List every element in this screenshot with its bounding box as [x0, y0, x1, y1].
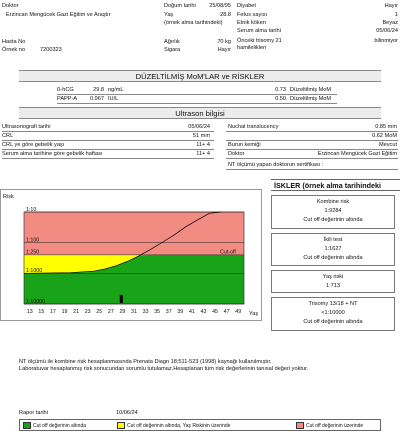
legend-bar — [19, 419, 381, 431]
nasal-bone-label: Burun kemiği — [228, 142, 261, 148]
report-date-label: Rapor tarihi — [19, 410, 48, 416]
birth-date-label: Doğum tarihi — [164, 3, 196, 9]
age-risk-label: Yaş riski — [322, 274, 344, 280]
risk-chart — [0, 189, 262, 321]
weight-label: Ağırlık — [164, 39, 180, 45]
pappa-unit: IU/L — [108, 96, 119, 102]
us-date-value: 05/06/24 — [188, 124, 210, 130]
birth-date-value: 25/08/95 — [209, 3, 231, 9]
bhcg-value: 29.8 — [93, 87, 104, 93]
us-doctor-label: Doktor — [228, 151, 245, 157]
trisomy-13-18-status: Cut off değerinin altında — [303, 319, 363, 325]
chart-ylabel: Risk — [3, 194, 14, 200]
nt-label: Nuchal translucency — [228, 124, 279, 130]
bhcg-name: ß-hCG — [57, 87, 74, 93]
age-risk-box — [271, 270, 395, 293]
chart-x-tick-3: 19 — [61, 309, 68, 315]
nt-mom-value: 0.62 MoM — [372, 133, 397, 139]
chart-x-tick-18: 49 — [235, 309, 242, 315]
serum-date-label: Serum alma tarihi — [237, 28, 281, 34]
fetus-count-value: 1 — [394, 12, 398, 18]
diabetes-label: Diyabet — [237, 3, 256, 9]
cutoff-label: Cut-off — [220, 249, 236, 256]
trisomy-13-18-box — [271, 297, 395, 331]
nt-certificate-label: NT ölçümü yapan doktorun sertifikası : — [228, 162, 324, 168]
legend-green-label: Cut off değerinin altında — [33, 422, 87, 429]
chart-x-tick-7: 27 — [107, 309, 114, 315]
bhcg-unit: ng/mL — [108, 87, 124, 93]
chart-band-red — [24, 212, 244, 255]
prev-trisomy-label: Önceki trisomy 21 — [237, 38, 282, 44]
combined-risk-label: Kombine risk — [316, 199, 350, 205]
hospital-name: Erzincan Mengücek Gazi Eğitim ve Araştır — [6, 12, 111, 18]
chart-x-tick-9: 31 — [131, 309, 137, 315]
doctor-label: Doktor — [2, 3, 19, 9]
dual-test-value: 1:1627 — [324, 246, 342, 252]
ethnicity-label: Etnik köken — [237, 20, 266, 26]
sample-no-label: Örnek no — [2, 47, 26, 53]
us-doctor-value: Erzincan Mengücek Gazi Eğitim — [317, 151, 397, 157]
weight-value: 70 kg — [217, 39, 231, 45]
age-label: Yaş — [164, 12, 174, 18]
chart-x-tick-6: 25 — [96, 309, 103, 315]
prev-trisomy-label-2: hamilelikleri — [237, 45, 267, 51]
trisomy-13-18-label: Trisomy 13/18 + NT — [308, 301, 358, 307]
chart-x-tick-13: 39 — [177, 309, 184, 315]
risks-title: İSKLER (örnek alma tarihindeki — [271, 179, 400, 191]
chart-x-tick-16: 45 — [212, 309, 219, 315]
fetus-count-label: Fetus sayısı — [237, 12, 268, 18]
chart-y-tick-3: 1:1000 — [26, 268, 43, 275]
dual-test-box — [271, 233, 395, 266]
crl-label: CRL — [2, 133, 14, 139]
nt-value: 0.85 mm — [375, 124, 397, 130]
chart-x-tick-11: 35 — [154, 309, 161, 315]
mom-section-title: DÜZELTİLMİŞ MoM'LAR ve RİSKLER — [19, 70, 381, 82]
us-date-label: Ultrasonografi tarihi — [2, 124, 51, 130]
chart-x-tick-4: 21 — [73, 309, 80, 315]
chart-x-tick-2: 17 — [49, 309, 56, 315]
us-section-title: Ultrason bilgisi — [19, 107, 381, 119]
legend-red-label: Cut off değerinin üzerinde — [306, 422, 364, 429]
serum-ga-label: Serum alma tarihine göre gebelik haftası — [2, 151, 103, 157]
chart-y-tick-0: 1:10 — [26, 206, 37, 213]
crl-ga-value: 11+ 4 — [196, 142, 210, 148]
chart-x-tick-0: 13 — [26, 309, 33, 315]
legend-yellow-label: Cut off değerinin altında, Yaş Riskinin üzerinde — [127, 422, 231, 429]
pappa-mom: 0.50 — [275, 96, 286, 102]
note-line-2: Laboratuvar hesaplanmış risk sonucundan sorumlu tutulamaz.Hesaplanan tüm risk değerlerinin tanısal değeri yoktur. — [19, 366, 309, 372]
age-risk-value: 1:713 — [326, 283, 340, 289]
legend-red-swatch — [296, 422, 304, 429]
bhcg-mom: 0.73 — [275, 87, 286, 93]
serum-ga-value: 11+ 4 — [196, 151, 210, 157]
report-date-value: 10/06/24 — [116, 410, 138, 416]
dual-test-status: Cut off değerinin altında — [303, 255, 363, 261]
legend-yellow-swatch — [117, 422, 125, 429]
pappa-mom-label: Düzeltilmiş MoM — [290, 96, 332, 102]
combined-risk-value: 1:9284 — [324, 208, 342, 214]
diabetes-value: Hayır — [384, 3, 398, 9]
age-note: (örnek alma tarihindeki) — [164, 20, 223, 26]
smoking-value: Hayır — [217, 47, 231, 53]
trisomy-13-18-value: <1:10000 — [321, 310, 345, 316]
age-value: 28.8 — [220, 12, 231, 18]
chart-x-tick-8: 29 — [119, 309, 126, 315]
chart-x-tick-5: 23 — [84, 309, 91, 315]
bhcg-mom-label: Düzeltilmiş MoM — [290, 87, 332, 93]
chart-x-tick-12: 37 — [165, 309, 172, 315]
nasal-bone-value: Mevcut — [378, 142, 397, 148]
combined-risk-box — [271, 195, 395, 229]
chart-x-tick-14: 41 — [188, 309, 195, 315]
chart-y-tick-4: 1:10000 — [26, 298, 46, 305]
chart-y-tick-1: 1:100 — [26, 237, 40, 244]
sample-no-value: 7200323 — [40, 47, 62, 53]
pappa-value: 0.967 — [90, 96, 104, 102]
crl-value: 51 mm — [192, 133, 210, 139]
chart-x-tick-15: 43 — [200, 309, 207, 315]
crl-ga-label: CRL ye göre gebelik yaşı — [2, 142, 65, 148]
patient-marker — [120, 295, 123, 303]
dual-test-label: İkili test — [323, 237, 343, 243]
serum-date-value: 05/06/24 — [376, 28, 398, 34]
chart-x-tick-1: 15 — [38, 309, 45, 315]
patient-no-label: Hasta No — [2, 39, 26, 45]
pappa-name: PAPP-A — [57, 96, 78, 102]
smoking-label: Sigara — [164, 47, 181, 53]
chart-y-tick-2: 1:250 — [26, 249, 40, 256]
ethnicity-value: Beyaz — [382, 20, 398, 26]
combined-risk-status: Cut off değerinin altında — [303, 217, 363, 223]
chart-x-tick-10: 33 — [142, 309, 149, 315]
prev-trisomy-value: bilinmiyor — [374, 38, 398, 44]
chart-x-tick-17: 47 — [223, 309, 230, 315]
legend-green-swatch — [23, 422, 31, 429]
risk-chart-svg — [1, 190, 263, 322]
chart-xlabel: Yaş — [249, 311, 259, 317]
note-line-1: NT ölçümü ile kombine risk hesaplanmasında Prenata Diagn 18;511-523 (1998) kaynağı kullanılmıştır. — [19, 359, 272, 365]
